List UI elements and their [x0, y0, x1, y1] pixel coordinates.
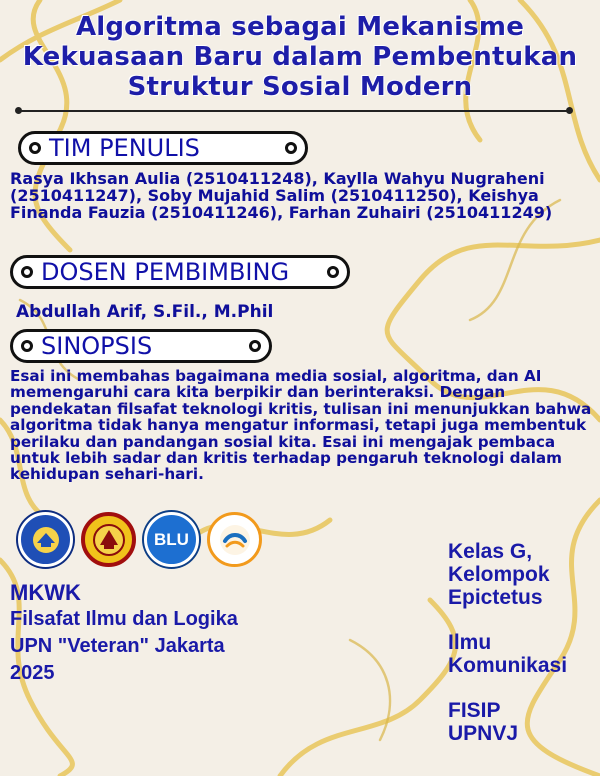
authors-heading-pill [18, 131, 308, 165]
diktisaintek-berdampak-logo-icon [207, 512, 262, 567]
authors-heading: TIM PENULIS [49, 134, 200, 162]
course-name: Filsafat Ilmu dan Logika [10, 608, 238, 630]
bullet-dot-icon [21, 266, 33, 278]
group-line-1: Kelompok [448, 563, 550, 586]
synopsis-text: Esai ini membahas bagaimana media sosial, algoritma, dan AI memengaruhi cara kita berpikir dan berinteraksi. Dengan pendekatan filsafat teknologi kritis, tulisan ini menunjukkan bahwa algoritma tidak hanya mengatur informasi, tetapi juga membentuk perilaku dan pandangan sosial kita. Esai ini mengajak pembaca untuk lebih sadar dan kritis terhadap pengaruh teknologi dalam kehidupan sehari-hari. [10, 367, 592, 484]
course-year: 2025 [10, 662, 55, 684]
title-line-3: Struktur Sosial Modern [127, 72, 473, 102]
bullet-dot-icon [327, 266, 339, 278]
faculty-name: FISIP [448, 699, 501, 722]
supervisor-heading-pill [10, 255, 350, 289]
program-line-1: Ilmu [448, 631, 492, 654]
supervisor-heading: DOSEN PEMBIMBING [41, 258, 290, 286]
blu-logo-text: BLU [154, 529, 189, 549]
synopsis-heading: SINOPSIS [41, 332, 153, 360]
institution-logos [18, 512, 262, 567]
spacer [448, 609, 567, 631]
class-line: Kelas G, [448, 540, 533, 563]
blu-logo-icon [144, 512, 199, 567]
upn-emblem-icon [92, 523, 126, 557]
authors-text: Rasya Ikhsan Aulia (2510411248), Kaylla Wahyu Nugraheni (2510411247), Soby Mujahid Salim (2510411250), Keishya Finanda Fauzia (2510411246), Farhan Zuhairi (2510411249) [10, 169, 553, 222]
group-line-2: Epictetus [448, 586, 543, 609]
bullet-dot-icon [21, 340, 33, 352]
spacer [448, 677, 567, 699]
course-info [10, 580, 238, 687]
title-line-1: Algoritma sebagai Mekanisme [75, 12, 525, 42]
poster-title [20, 12, 580, 102]
title-line-2: Kekuasaan Baru dalam Pembentukan [22, 42, 578, 72]
upn-veteran-logo-icon [81, 512, 136, 567]
course-code: MKWK [10, 580, 81, 605]
bullet-dot-icon [285, 142, 297, 154]
university-name: UPN "Veteran" Jakarta [10, 635, 225, 657]
tut-wuri-handayani-logo-icon [18, 512, 73, 567]
bullet-dot-icon [29, 142, 41, 154]
bullet-dot-icon [249, 340, 261, 352]
program-line-2: Komunikasi [448, 654, 568, 677]
title-divider [18, 110, 570, 112]
diktisaintek-emblem-icon [218, 523, 252, 557]
group-info [448, 540, 567, 745]
synopsis-heading-pill [10, 329, 272, 363]
campus-name: UPNVJ [448, 722, 519, 745]
supervisor-name: Abdullah Arif, S.Fil., M.Phil [16, 302, 274, 322]
tut-wuri-emblem-icon [31, 525, 61, 555]
